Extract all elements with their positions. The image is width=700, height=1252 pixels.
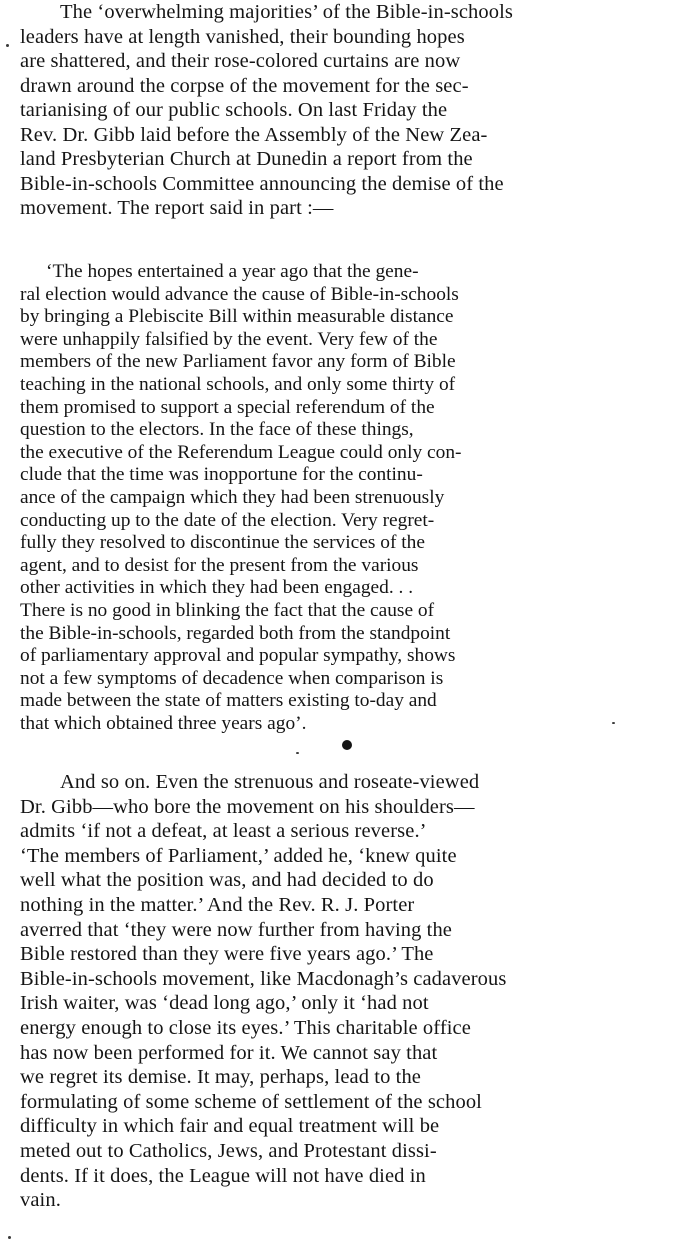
- text-line: meted out to Catholics, Jews, and Protestant dissi-: [20, 1139, 437, 1162]
- paragraph-intro: [20, 0, 686, 221]
- text-line: ‘The members of Parliament,’ added he, ‘knew quite: [20, 844, 457, 867]
- text-line: them promised to support a special referendum of the: [20, 396, 435, 418]
- text-line: Bible-in-schools movement, like Macdonagh’s cadaverous: [20, 967, 507, 990]
- text-line: made between the state of matters existing to-day and: [20, 690, 437, 712]
- bullet-ornament-icon: [342, 740, 352, 750]
- text-line: formulating of some scheme of settlement of the school: [20, 1090, 482, 1113]
- text-line: Bible-in-schools Committee announcing the demise of the: [20, 172, 504, 195]
- text-line: that which obtained three years ago’.: [20, 712, 307, 734]
- text-line: Bible restored than they were five years ago.’ The: [20, 943, 434, 966]
- text-line: And so on. Even the strenuous and roseate-viewed: [60, 771, 480, 793]
- text-line: members of the new Parliament favor any form of Bible: [20, 351, 456, 373]
- text-line: the Bible-in-schools, regarded both from the standpoint: [20, 622, 451, 644]
- text-line: agent, and to desist for the present from the various: [20, 554, 419, 576]
- text-line: land Presbyterian Church at Dunedin a report from the: [20, 148, 473, 170]
- text-line: the executive of the Referendum League could only con-: [20, 441, 462, 463]
- text-line: other activities in which they had been engaged. . .: [20, 577, 414, 599]
- text-line: The ‘overwhelming majorities’ of the Bible-in-schools: [60, 1, 513, 23]
- text-line: averred that ‘they were now further from having the: [20, 918, 453, 941]
- text-line: not a few symptoms of decadence when comparison is: [20, 667, 444, 689]
- text-line: teaching in the national schools, and only some thirty of: [20, 373, 456, 395]
- print-speck: [296, 752, 299, 754]
- text-line: question to the electors. In the face of these things,: [20, 419, 414, 441]
- text-line: clude that the time was inopportune for the continu-: [20, 464, 423, 486]
- text-line: of parliamentary approval and popular sympathy, shows: [20, 645, 456, 667]
- text-line: well what the position was, and had decided to do: [20, 869, 434, 892]
- text-line: are shattered, and their rose-colored curtains are now: [20, 50, 461, 72]
- text-line: tarianising of our public schools. On last Friday the: [20, 99, 448, 121]
- paragraph-commentary: [20, 770, 686, 1213]
- text-line: by bringing a Plebiscite Bill within measurable distance: [20, 306, 454, 328]
- text-line: ‘The hopes entertained a year ago that the gene-: [46, 261, 419, 282]
- text-line: There is no good in blinking the fact that the cause of: [20, 599, 435, 621]
- text-line: drawn around the corpse of the movement for the sec-: [20, 74, 469, 97]
- text-line: ral election would advance the cause of Bible-in-schools: [20, 283, 459, 305]
- paragraph-quoted-report: [20, 261, 686, 735]
- text-line: Rev. Dr. Gibb laid before the Assembly of the New Zea-: [20, 123, 488, 146]
- text-line: leaders have at length vanished, their bounding hopes: [20, 25, 465, 48]
- text-line: dents. If it does, the League will not have died in: [20, 1164, 426, 1187]
- text-line: nothing in the matter.’ And the Rev. R. J. Porter: [20, 893, 415, 916]
- text-line: movement. The report said in part :—: [20, 197, 334, 219]
- print-speck: [6, 44, 9, 47]
- text-line: vain.: [20, 1189, 61, 1212]
- text-line: we regret its demise. It may, perhaps, lead to the: [20, 1066, 422, 1089]
- print-speck: [612, 722, 615, 724]
- text-line: conducting up to the date of the election. Very regret-: [20, 509, 435, 531]
- text-line: difficulty in which fair and equal treatment will be: [20, 1115, 440, 1138]
- text-line: Irish waiter, was ‘dead long ago,’ only it ‘had not: [20, 992, 429, 1015]
- text-line: has now been performed for it. We cannot say that: [20, 1041, 438, 1064]
- text-line: admits ‘if not a defeat, at least a serious reverse.’: [20, 820, 427, 843]
- text-line: fully they resolved to discontinue the services of the: [20, 532, 425, 554]
- text-line: Dr. Gibb—who bore the movement on his shoulders—: [20, 795, 475, 818]
- text-line: energy enough to close its eyes.’ This charitable office: [20, 1016, 471, 1039]
- print-speck: [8, 1236, 11, 1239]
- text-line: ance of the campaign which they had been strenuously: [20, 486, 445, 508]
- text-line: were unhappily falsified by the event. Very few of the: [20, 328, 438, 350]
